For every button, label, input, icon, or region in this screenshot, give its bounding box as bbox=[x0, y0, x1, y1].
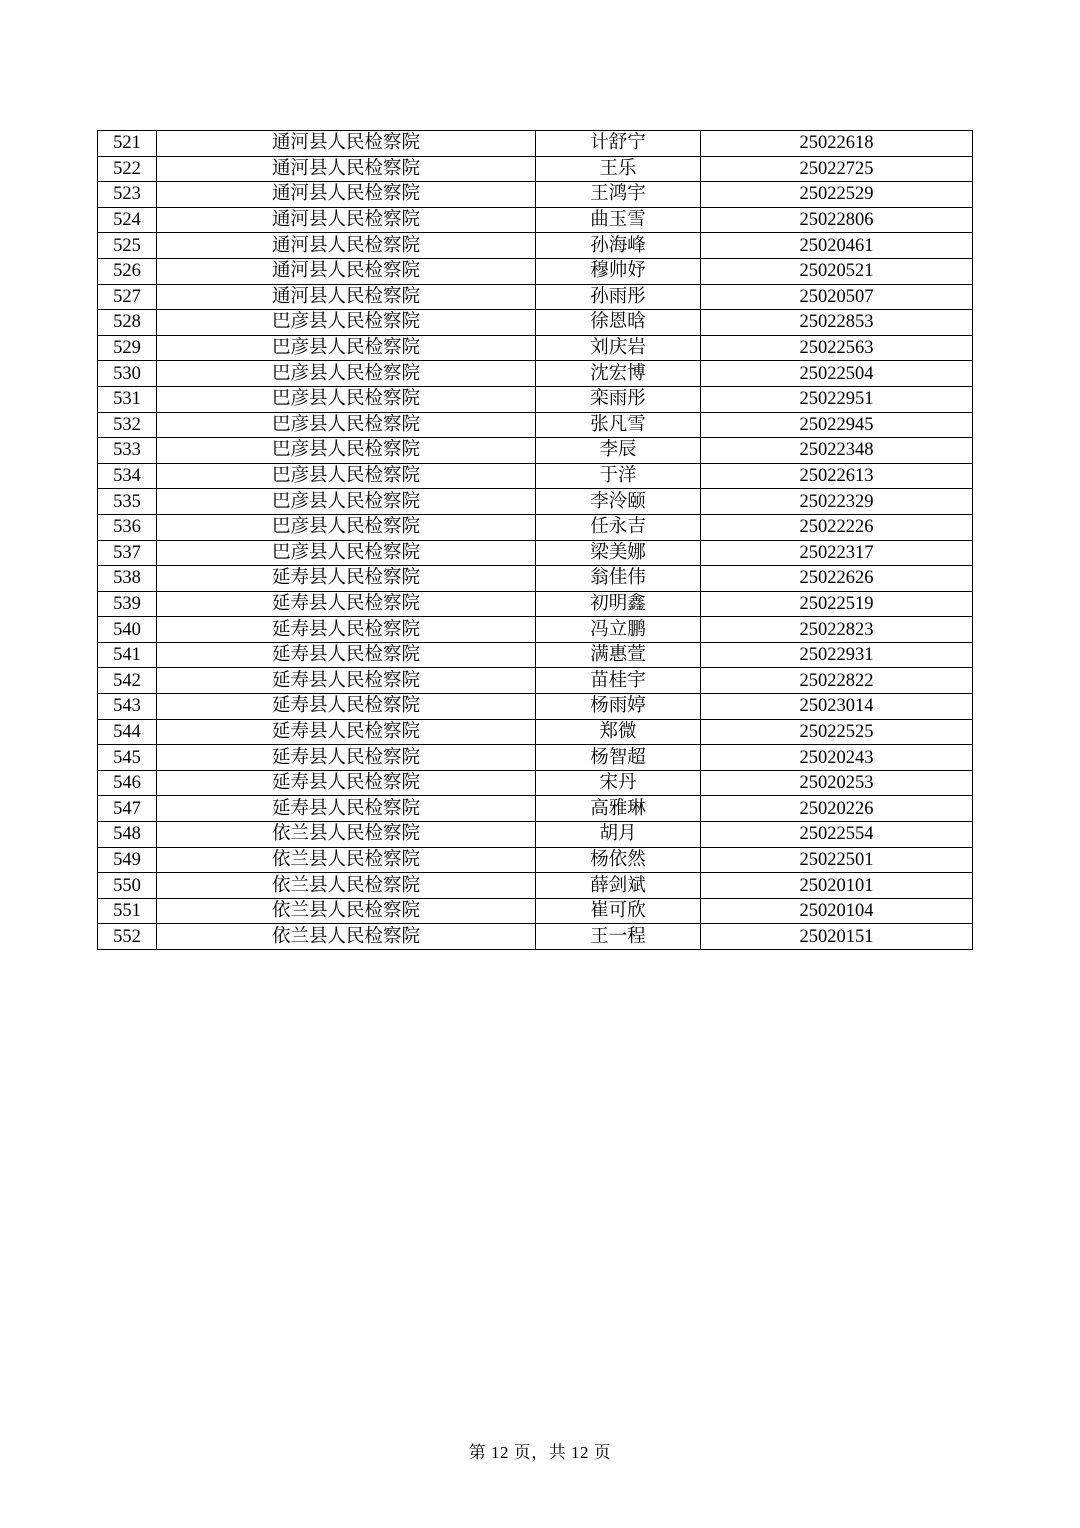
procuratorate-cell: 延寿县人民检察院 bbox=[157, 694, 536, 720]
exam-id-cell: 25020507 bbox=[701, 284, 973, 310]
person-name-cell: 曲玉雪 bbox=[536, 207, 701, 233]
table-row bbox=[98, 822, 973, 848]
person-name-cell: 王鸿宇 bbox=[536, 182, 701, 208]
row-number-cell: 527 bbox=[98, 284, 157, 310]
row-number-cell: 546 bbox=[98, 770, 157, 796]
procuratorate-cell: 延寿县人民检察院 bbox=[157, 617, 536, 643]
table-row bbox=[98, 463, 973, 489]
table-row bbox=[98, 489, 973, 515]
procuratorate-cell: 巴彦县人民检察院 bbox=[157, 540, 536, 566]
procuratorate-cell: 依兰县人民检察院 bbox=[157, 873, 536, 899]
person-name-cell: 高雅琳 bbox=[536, 796, 701, 822]
row-number-cell: 529 bbox=[98, 335, 157, 361]
exam-id-cell: 25022317 bbox=[701, 540, 973, 566]
person-name-cell: 薛剑斌 bbox=[536, 873, 701, 899]
table-row bbox=[98, 131, 973, 157]
person-name-cell: 于洋 bbox=[536, 463, 701, 489]
table-row bbox=[98, 540, 973, 566]
row-number-cell: 541 bbox=[98, 642, 157, 668]
row-number-cell: 547 bbox=[98, 796, 157, 822]
table-row bbox=[98, 310, 973, 336]
exam-id-cell: 25022725 bbox=[701, 156, 973, 182]
person-name-cell: 胡月 bbox=[536, 822, 701, 848]
exam-id-cell: 25022329 bbox=[701, 489, 973, 515]
procuratorate-cell: 巴彦县人民检察院 bbox=[157, 489, 536, 515]
procuratorate-cell: 依兰县人民检察院 bbox=[157, 847, 536, 873]
procuratorate-cell: 通河县人民检察院 bbox=[157, 182, 536, 208]
row-number-cell: 545 bbox=[98, 745, 157, 771]
procuratorate-cell: 通河县人民检察院 bbox=[157, 207, 536, 233]
person-name-cell: 李泠颐 bbox=[536, 489, 701, 515]
procuratorate-cell: 依兰县人民检察院 bbox=[157, 898, 536, 924]
exam-id-cell: 25020104 bbox=[701, 898, 973, 924]
person-name-cell: 郑微 bbox=[536, 719, 701, 745]
exam-id-cell: 25022806 bbox=[701, 207, 973, 233]
exam-id-cell: 25022823 bbox=[701, 617, 973, 643]
table-row bbox=[98, 873, 973, 899]
row-number-cell: 552 bbox=[98, 924, 157, 950]
row-number-cell: 524 bbox=[98, 207, 157, 233]
person-name-cell: 孙海峰 bbox=[536, 233, 701, 259]
exam-id-cell: 25022226 bbox=[701, 514, 973, 540]
person-name-cell: 翁佳伟 bbox=[536, 566, 701, 592]
procuratorate-cell: 巴彦县人民检察院 bbox=[157, 361, 536, 387]
table-row bbox=[98, 207, 973, 233]
procuratorate-cell: 通河县人民检察院 bbox=[157, 284, 536, 310]
exam-id-cell: 25023014 bbox=[701, 694, 973, 720]
row-number-cell: 530 bbox=[98, 361, 157, 387]
person-name-cell: 沈宏博 bbox=[536, 361, 701, 387]
procuratorate-cell: 延寿县人民检察院 bbox=[157, 668, 536, 694]
table-row bbox=[98, 770, 973, 796]
person-name-cell: 梁美娜 bbox=[536, 540, 701, 566]
row-number-cell: 540 bbox=[98, 617, 157, 643]
row-number-cell: 522 bbox=[98, 156, 157, 182]
person-name-cell: 冯立鹏 bbox=[536, 617, 701, 643]
exam-id-cell: 25022626 bbox=[701, 566, 973, 592]
exam-id-cell: 25022519 bbox=[701, 591, 973, 617]
exam-id-cell: 25020226 bbox=[701, 796, 973, 822]
procuratorate-cell: 巴彦县人民检察院 bbox=[157, 386, 536, 412]
exam-id-cell: 25020461 bbox=[701, 233, 973, 259]
exam-id-cell: 25022504 bbox=[701, 361, 973, 387]
procuratorate-cell: 延寿县人民检察院 bbox=[157, 719, 536, 745]
table-row bbox=[98, 694, 973, 720]
row-number-cell: 521 bbox=[98, 131, 157, 157]
row-number-cell: 542 bbox=[98, 668, 157, 694]
exam-id-cell: 25022525 bbox=[701, 719, 973, 745]
exam-id-cell: 25020101 bbox=[701, 873, 973, 899]
table-row bbox=[98, 284, 973, 310]
exam-id-cell: 25022554 bbox=[701, 822, 973, 848]
table-row bbox=[98, 617, 973, 643]
row-number-cell: 543 bbox=[98, 694, 157, 720]
person-name-cell: 满惠萱 bbox=[536, 642, 701, 668]
exam-id-cell: 25022853 bbox=[701, 310, 973, 336]
row-number-cell: 539 bbox=[98, 591, 157, 617]
exam-id-cell: 25022501 bbox=[701, 847, 973, 873]
table-row bbox=[98, 566, 973, 592]
row-number-cell: 549 bbox=[98, 847, 157, 873]
exam-id-cell: 25022613 bbox=[701, 463, 973, 489]
exam-id-cell: 25022529 bbox=[701, 182, 973, 208]
procuratorate-cell: 延寿县人民检察院 bbox=[157, 566, 536, 592]
row-number-cell: 533 bbox=[98, 438, 157, 464]
table-row bbox=[98, 412, 973, 438]
procuratorate-cell: 通河县人民检察院 bbox=[157, 156, 536, 182]
person-name-cell: 杨依然 bbox=[536, 847, 701, 873]
exam-id-cell: 25022348 bbox=[701, 438, 973, 464]
person-name-cell: 李辰 bbox=[536, 438, 701, 464]
table-row bbox=[98, 642, 973, 668]
person-name-cell: 崔可欣 bbox=[536, 898, 701, 924]
person-name-cell: 王乐 bbox=[536, 156, 701, 182]
procuratorate-cell: 巴彦县人民检察院 bbox=[157, 514, 536, 540]
table-row bbox=[98, 233, 973, 259]
row-number-cell: 548 bbox=[98, 822, 157, 848]
row-number-cell: 531 bbox=[98, 386, 157, 412]
table-row bbox=[98, 847, 973, 873]
procuratorate-cell: 巴彦县人民检察院 bbox=[157, 438, 536, 464]
person-name-cell: 初明鑫 bbox=[536, 591, 701, 617]
procuratorate-cell: 延寿县人民检察院 bbox=[157, 591, 536, 617]
table-row bbox=[98, 386, 973, 412]
page-footer: 第 12 页，共 12 页 bbox=[468, 1443, 612, 1462]
table-row bbox=[98, 796, 973, 822]
row-number-cell: 536 bbox=[98, 514, 157, 540]
exam-id-cell: 25022945 bbox=[701, 412, 973, 438]
person-name-cell: 王一程 bbox=[536, 924, 701, 950]
person-name-cell: 苗桂宇 bbox=[536, 668, 701, 694]
table-row bbox=[98, 514, 973, 540]
procuratorate-cell: 依兰县人民检察院 bbox=[157, 924, 536, 950]
table-row bbox=[98, 182, 973, 208]
procuratorate-cell: 巴彦县人民检察院 bbox=[157, 335, 536, 361]
exam-id-cell: 25020151 bbox=[701, 924, 973, 950]
row-number-cell: 550 bbox=[98, 873, 157, 899]
exam-id-cell: 25022822 bbox=[701, 668, 973, 694]
exam-id-cell: 25022618 bbox=[701, 131, 973, 157]
exam-id-cell: 25022931 bbox=[701, 642, 973, 668]
person-name-cell: 杨智超 bbox=[536, 745, 701, 771]
row-number-cell: 537 bbox=[98, 540, 157, 566]
person-name-cell: 计舒宁 bbox=[536, 131, 701, 157]
person-name-cell: 杨雨婷 bbox=[536, 694, 701, 720]
procuratorate-cell: 巴彦县人民检察院 bbox=[157, 310, 536, 336]
person-name-cell: 张凡雪 bbox=[536, 412, 701, 438]
row-number-cell: 534 bbox=[98, 463, 157, 489]
exam-id-cell: 25020243 bbox=[701, 745, 973, 771]
procuratorate-cell: 巴彦县人民检察院 bbox=[157, 463, 536, 489]
table-row bbox=[98, 361, 973, 387]
procuratorate-cell: 通河县人民检察院 bbox=[157, 131, 536, 157]
person-name-cell: 徐恩晗 bbox=[536, 310, 701, 336]
procuratorate-cell: 延寿县人民检察院 bbox=[157, 745, 536, 771]
exam-id-cell: 25022563 bbox=[701, 335, 973, 361]
procuratorate-cell: 通河县人民检察院 bbox=[157, 233, 536, 259]
row-number-cell: 538 bbox=[98, 566, 157, 592]
person-name-cell: 宋丹 bbox=[536, 770, 701, 796]
exam-id-cell: 25020253 bbox=[701, 770, 973, 796]
table-row bbox=[98, 335, 973, 361]
procuratorate-cell: 巴彦县人民检察院 bbox=[157, 412, 536, 438]
table-row bbox=[98, 924, 973, 950]
person-name-cell: 任永吉 bbox=[536, 514, 701, 540]
procuratorate-cell: 延寿县人民检察院 bbox=[157, 796, 536, 822]
table-row bbox=[98, 258, 973, 284]
procuratorate-cell: 延寿县人民检察院 bbox=[157, 642, 536, 668]
row-number-cell: 528 bbox=[98, 310, 157, 336]
table-row bbox=[98, 668, 973, 694]
table-row bbox=[98, 898, 973, 924]
row-number-cell: 544 bbox=[98, 719, 157, 745]
procuratorate-cell: 通河县人民检察院 bbox=[157, 258, 536, 284]
row-number-cell: 523 bbox=[98, 182, 157, 208]
table-row bbox=[98, 156, 973, 182]
table-row bbox=[98, 438, 973, 464]
roster-table-body bbox=[98, 131, 973, 950]
exam-id-cell: 25020521 bbox=[701, 258, 973, 284]
procuratorate-cell: 依兰县人民检察院 bbox=[157, 822, 536, 848]
roster-table bbox=[97, 130, 973, 950]
person-name-cell: 穆帅妤 bbox=[536, 258, 701, 284]
person-name-cell: 孙雨彤 bbox=[536, 284, 701, 310]
table-row bbox=[98, 591, 973, 617]
row-number-cell: 532 bbox=[98, 412, 157, 438]
row-number-cell: 535 bbox=[98, 489, 157, 515]
person-name-cell: 栾雨彤 bbox=[536, 386, 701, 412]
procuratorate-cell: 延寿县人民检察院 bbox=[157, 770, 536, 796]
person-name-cell: 刘庆岩 bbox=[536, 335, 701, 361]
table-row bbox=[98, 719, 973, 745]
exam-id-cell: 25022951 bbox=[701, 386, 973, 412]
table-row bbox=[98, 745, 973, 771]
row-number-cell: 525 bbox=[98, 233, 157, 259]
row-number-cell: 526 bbox=[98, 258, 157, 284]
row-number-cell: 551 bbox=[98, 898, 157, 924]
